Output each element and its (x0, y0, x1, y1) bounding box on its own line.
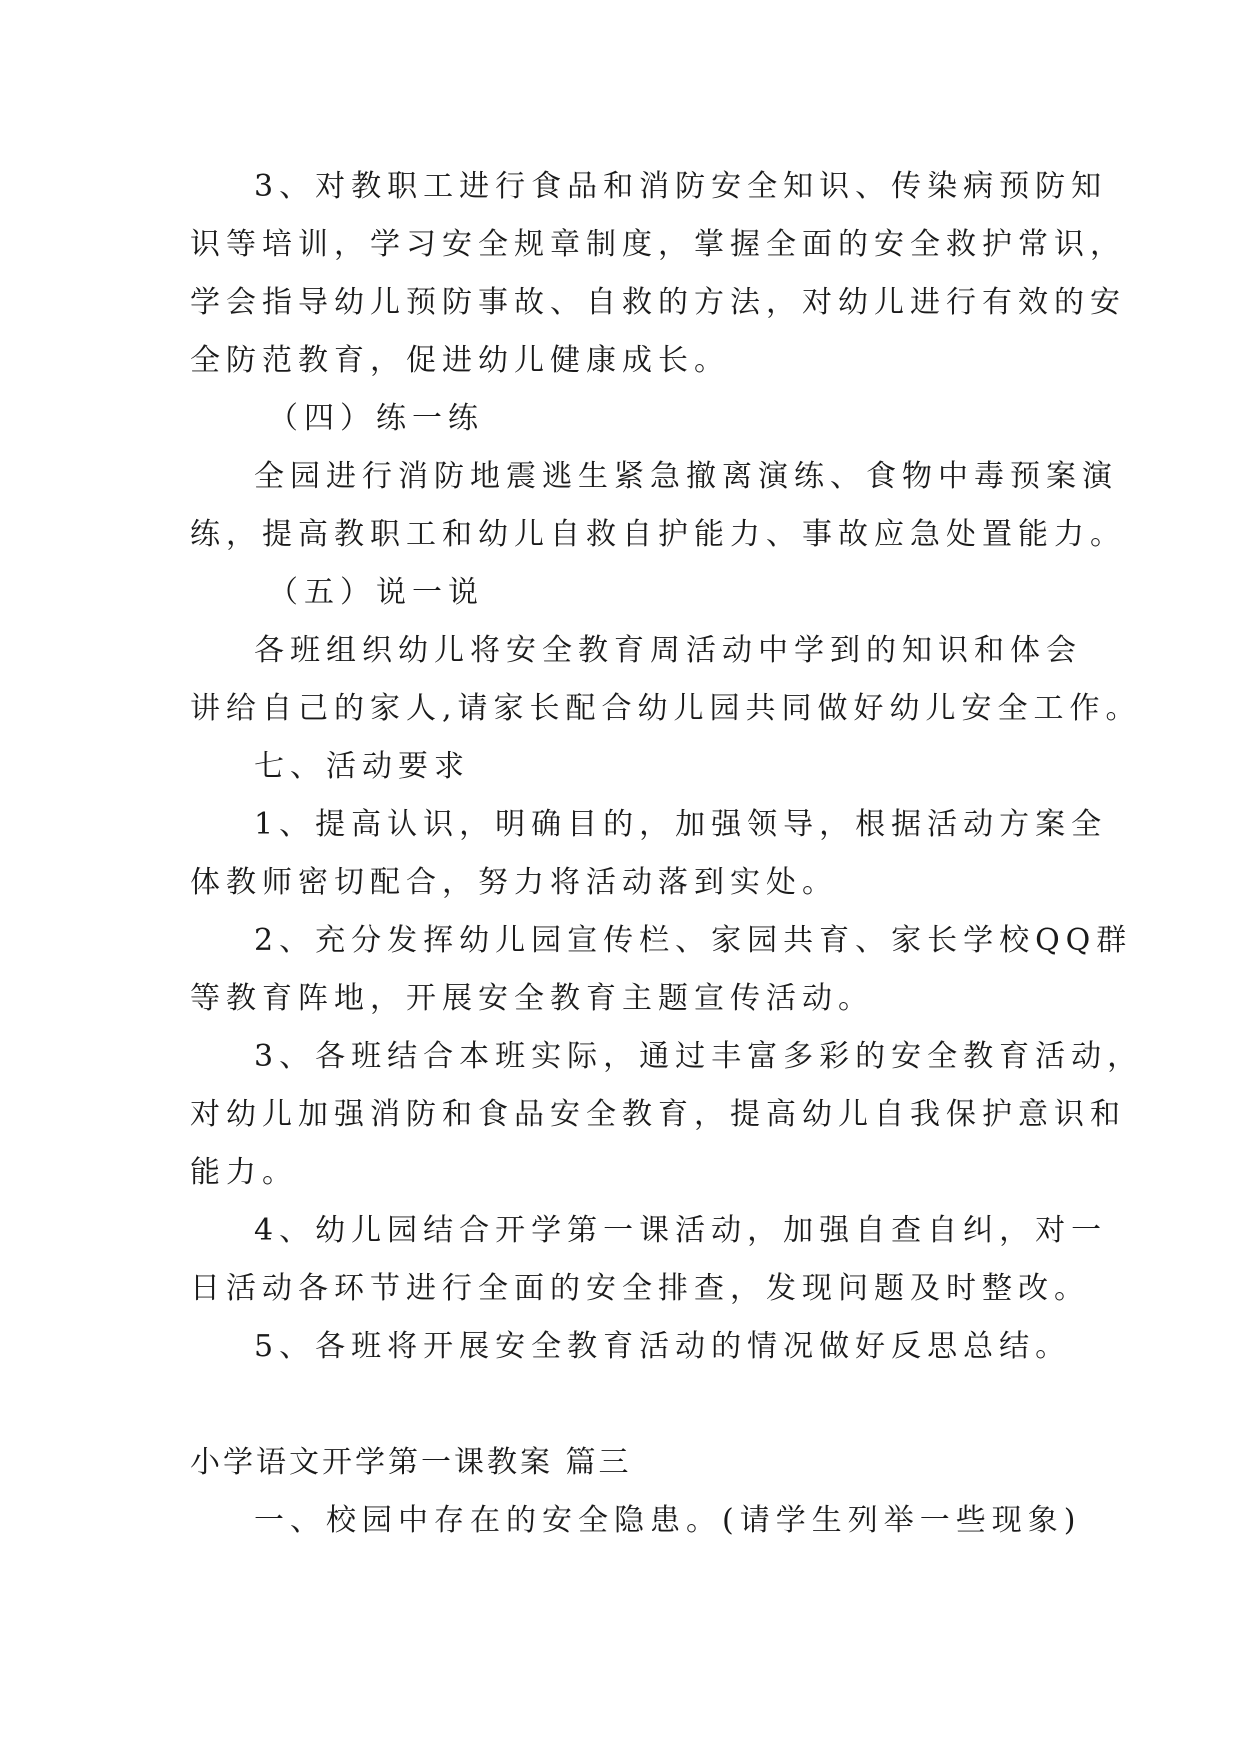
paragraph-line: 全防范教育，促进幼儿健康成长。 (190, 343, 730, 378)
section-heading: （五）说一说 (268, 575, 484, 610)
paragraph-line: 一、校园中存在的安全隐患。(请学生列举一些现象) (254, 1503, 1082, 1538)
paragraph-line: 等教育阵地，开展安全教育主题宣传活动。 (190, 981, 874, 1016)
document-body (190, 158, 1144, 1550)
paragraph-line: 1、提高认识，明确目的，加强领导，根据活动方案全 (254, 807, 1108, 842)
paragraph-line: 练，提高教职工和幼儿自救自护能力、事故应急处置能力。 (190, 517, 1126, 552)
paragraph-line: 对幼儿加强消防和食品安全教育，提高幼儿自我保护意识和 (190, 1097, 1126, 1132)
section-heading: 七、活动要求 (254, 749, 470, 784)
paragraph-line: 全园进行消防地震逃生紧急撤离演练、食物中毒预案演 (254, 459, 1118, 494)
paragraph-line: 3、对教职工进行食品和消防安全知识、传染病预防知 (254, 169, 1108, 204)
paragraph-line: 5、各班将开展安全教育活动的情况做好反思总结。 (254, 1329, 1072, 1364)
paragraph-line: 能力。 (190, 1155, 298, 1190)
paragraph-line: 学会指导幼儿预防事故、自救的方法，对幼儿进行有效的安 (190, 285, 1126, 320)
paragraph-line: 体教师密切配合，努力将活动落到实处。 (190, 865, 838, 900)
paragraph-line: 日活动各环节进行全面的安全排查，发现问题及时整改。 (190, 1271, 1090, 1306)
paragraph-line: 4、幼儿园结合开学第一课活动，加强自查自纠，对一 (254, 1213, 1108, 1248)
paragraph-line: 各班组织幼儿将安全教育周活动中学到的知识和体会 (254, 633, 1082, 668)
paragraph-line: 3、各班结合本班实际，通过丰富多彩的安全教育活动， (254, 1039, 1144, 1074)
section-heading: （四）练一练 (268, 401, 484, 436)
article-title: 小学语文开学第一课教案 篇三 (190, 1445, 632, 1480)
paragraph-line: 讲给自己的家人,请家长配合幼儿园共同做好幼儿安全工作。 (190, 691, 1142, 726)
paragraph-line: 识等培训，学习安全规章制度，掌握全面的安全救护常识， (190, 227, 1126, 262)
paragraph-line: 2、充分发挥幼儿园宣传栏、家园共育、家长学校QQ群 (254, 923, 1133, 958)
section-spacer (190, 1376, 1050, 1434)
